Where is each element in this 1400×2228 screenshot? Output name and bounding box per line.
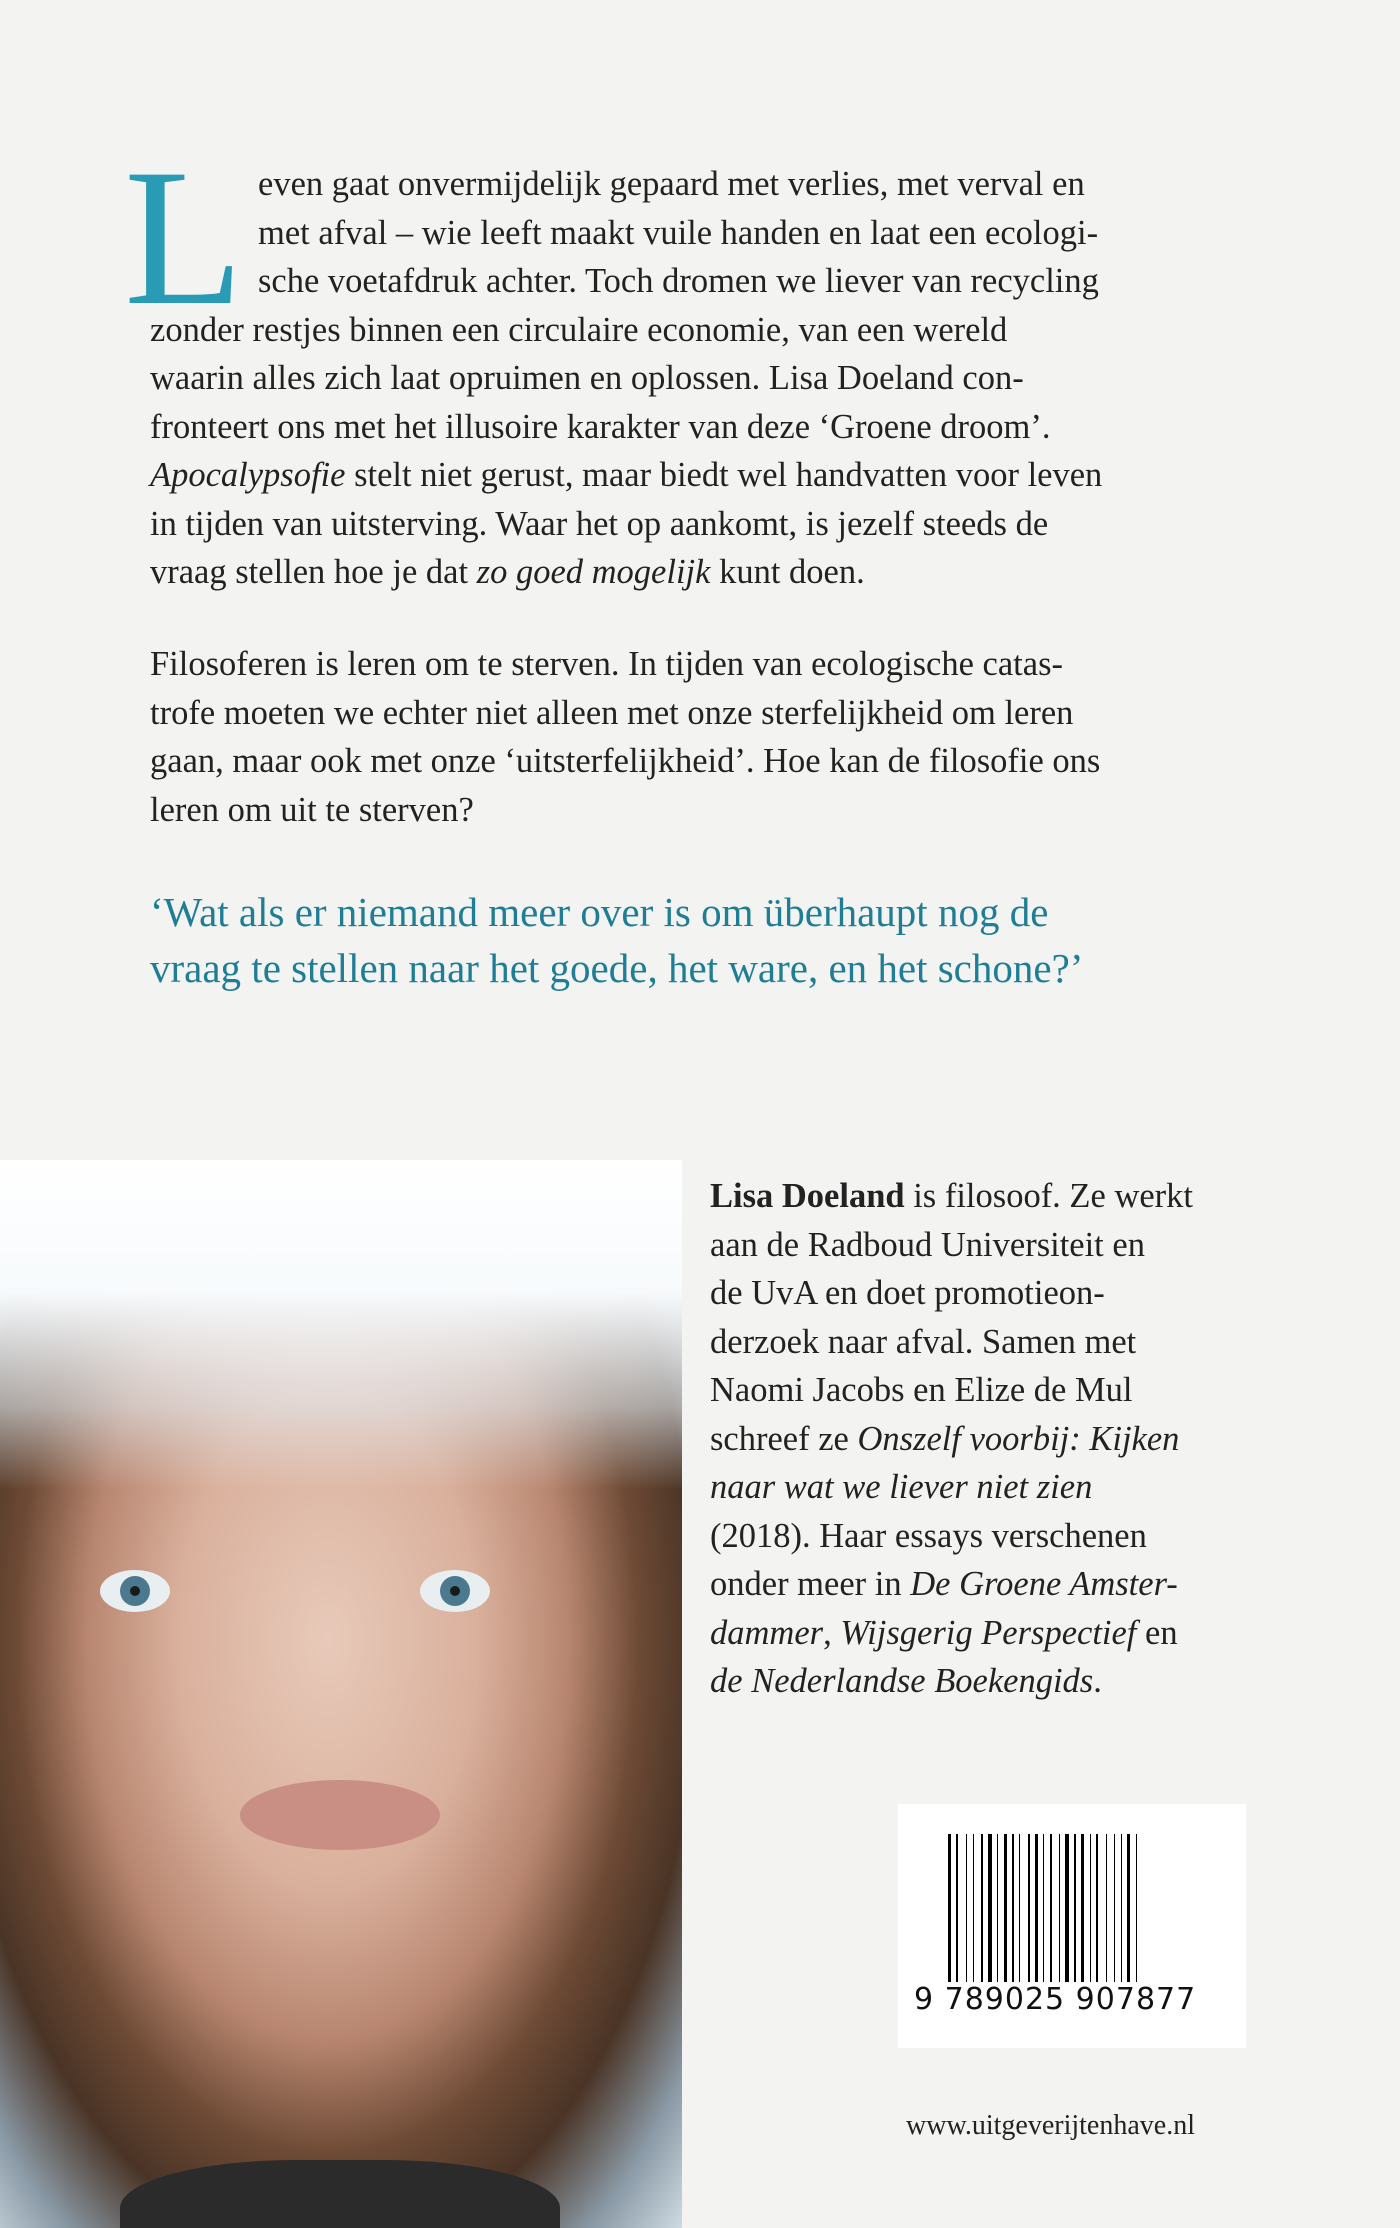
intro-line: sche voetafdruk achter. Toch dromen we liever van recycling bbox=[258, 262, 1099, 300]
paragraph-line: trofe moeten we echter niet alleen met onze sterfelijkheid om leren bbox=[150, 693, 1074, 732]
bio-text: is filosoof. Ze werkt bbox=[904, 1177, 1193, 1215]
barcode-bar bbox=[1059, 1834, 1060, 1982]
bio-text: schreef ze bbox=[710, 1419, 858, 1458]
barcode-bar bbox=[994, 1834, 995, 1982]
barcode-bar bbox=[1100, 1834, 1104, 1982]
barcode-bar bbox=[1004, 1834, 1007, 1982]
drop-cap: L bbox=[124, 129, 244, 346]
quote-line: ‘Wat als er niemand meer over is om überhaupt nog de bbox=[150, 889, 1049, 935]
barcode-bar bbox=[1009, 1834, 1010, 1982]
barcode-bar bbox=[1050, 1834, 1052, 1982]
barcode-bar bbox=[1106, 1834, 1107, 1982]
bio-text: en bbox=[1136, 1613, 1178, 1652]
barcode-bar bbox=[1136, 1834, 1137, 1982]
barcode-bar bbox=[1127, 1834, 1130, 1982]
intro-line bbox=[150, 548, 1400, 597]
barcode-bar bbox=[1114, 1834, 1115, 1982]
right-eye bbox=[420, 1570, 490, 1612]
intro-line: in tijden van uitsterving. Waar het op aankomt, is jezelf steeds de bbox=[150, 504, 1049, 543]
intro-line: met afval – wie leeft maakt vuile handen en laat een ecologi- bbox=[258, 213, 1099, 252]
barcode-bar bbox=[1117, 1834, 1119, 1982]
bio-line bbox=[710, 1172, 1270, 1221]
isbn-number: 9 789025 907877 bbox=[914, 1982, 1197, 2017]
barcode-bar bbox=[1000, 1834, 1002, 1982]
paragraph-line: leren om uit te sterven? bbox=[150, 790, 474, 829]
barcode-bar bbox=[1132, 1834, 1134, 1982]
barcode-bar bbox=[1074, 1834, 1076, 1982]
book-title-italic: Apocalypsofie bbox=[150, 456, 346, 494]
barcode-bar bbox=[1054, 1834, 1057, 1982]
bio-line: Naomi Jacobs en Elize de Mul bbox=[710, 1371, 1133, 1409]
bio-text: onder meer in bbox=[710, 1565, 911, 1603]
barcode-bar bbox=[1046, 1834, 1048, 1982]
intro-line bbox=[150, 451, 1400, 500]
barcode-bar bbox=[988, 1834, 992, 1982]
barcode-bar bbox=[1093, 1834, 1094, 1982]
barcode-bar bbox=[969, 1834, 971, 1982]
barcode-bar bbox=[1062, 1834, 1063, 1982]
bio-line: aan de Radboud Universiteit en bbox=[710, 1225, 1145, 1264]
barcode-bar bbox=[981, 1834, 983, 1982]
intro-line: zonder restjes binnen een circulaire economie, van een wereld bbox=[150, 310, 1008, 349]
publisher-url: www.uitgeverijtenhave.nl bbox=[906, 2110, 1195, 2141]
barcode-bar bbox=[1078, 1834, 1079, 1982]
paragraph-line: Filosoferen is leren om te sterven. In tijden van ecologische catas- bbox=[150, 645, 1063, 683]
barcode-bar bbox=[1086, 1834, 1088, 1982]
barcode-bar bbox=[973, 1834, 974, 1982]
intro-line: fronteert ons met het illusoire karakter van deze ‘Groene droom’. bbox=[150, 407, 1051, 446]
barcode-bar bbox=[953, 1834, 954, 1982]
barcode-bar bbox=[948, 1834, 951, 1982]
barcode-bar bbox=[1035, 1834, 1038, 1982]
book-title-italic: naar wat we liever niet zien bbox=[710, 1468, 1093, 1506]
barcode-bar bbox=[1028, 1834, 1030, 1982]
bio-line: de UvA en doet promotieon- bbox=[710, 1274, 1105, 1312]
bio-line bbox=[710, 1609, 1270, 1658]
barcode-bar bbox=[1096, 1834, 1098, 1982]
barcode-bars bbox=[948, 1834, 1192, 1982]
barcode-bar bbox=[1109, 1834, 1112, 1982]
author-bio bbox=[710, 1172, 1270, 1706]
photo-highlight bbox=[0, 1160, 682, 1490]
barcode-bar bbox=[1016, 1834, 1017, 1982]
barcode-bar bbox=[1065, 1834, 1069, 1982]
barcode-bar bbox=[1019, 1834, 1020, 1982]
barcode-bar bbox=[1022, 1834, 1026, 1982]
intro-line: waarin alles zich laat opruimen en oplossen. Lisa Doeland con- bbox=[150, 359, 1024, 397]
emphasis-italic: zo goed mogelijk bbox=[476, 553, 711, 591]
shirt bbox=[120, 2160, 560, 2228]
bio-line bbox=[710, 1560, 1270, 1609]
barcode-bar bbox=[1071, 1834, 1072, 1982]
intro-text: stelt niet gerust, maar biedt wel handvatten voor leven bbox=[345, 456, 1103, 494]
bio-line: derzoek naar afval. Samen met bbox=[710, 1322, 1137, 1361]
second-paragraph bbox=[150, 640, 1250, 834]
bio-text: . bbox=[1093, 1662, 1102, 1700]
barcode-bar bbox=[976, 1834, 979, 1982]
bio-line bbox=[710, 1463, 1270, 1512]
intro-text: kunt doen. bbox=[710, 553, 865, 591]
barcode-bar bbox=[1121, 1834, 1122, 1982]
barcode-bar bbox=[997, 1834, 998, 1982]
intro-text: vraag stellen hoe je dat bbox=[150, 553, 477, 591]
paragraph-line: gaan, maar ook met onze ‘uitsterfelijkheid’. Hoe kan de filosofie ons bbox=[150, 742, 1101, 780]
left-eye bbox=[100, 1570, 170, 1612]
barcode-bar bbox=[1090, 1834, 1091, 1982]
bio-line bbox=[710, 1657, 1270, 1706]
barcode-bar bbox=[985, 1834, 986, 1982]
author-name: Lisa Doeland bbox=[710, 1177, 905, 1215]
barcode-bar bbox=[1139, 1834, 1141, 1982]
publication-italic: Wijsgerig Perspectief bbox=[840, 1613, 1137, 1652]
barcode-bar bbox=[1081, 1834, 1084, 1982]
author-photo bbox=[0, 1160, 682, 2228]
barcode-bar bbox=[956, 1834, 958, 1982]
barcode-bar bbox=[1032, 1834, 1033, 1982]
book-title-italic: Onszelf voorbij: Kijken bbox=[857, 1419, 1180, 1458]
quote-line: vraag te stellen naar het goede, het ware, en het schone?’ bbox=[150, 945, 1084, 991]
bio-line: (2018). Haar essays verschenen bbox=[710, 1516, 1147, 1555]
intro-line: even gaat onvermijdelijk gepaard met verlies, met verval en bbox=[258, 165, 1085, 203]
pull-quote bbox=[150, 884, 1310, 996]
barcode-bar bbox=[1043, 1834, 1044, 1982]
bio-text: , bbox=[823, 1613, 841, 1652]
barcode-bar bbox=[960, 1834, 964, 1982]
barcode-bar bbox=[1012, 1834, 1014, 1982]
publication-italic: de Nederlandse Boekengids bbox=[710, 1662, 1094, 1700]
lips bbox=[240, 1780, 440, 1850]
intro-paragraph bbox=[0, 160, 1400, 597]
bio-line bbox=[710, 1415, 1270, 1464]
barcode-bar bbox=[1040, 1834, 1041, 1982]
barcode-bar bbox=[966, 1834, 967, 1982]
barcode-bar bbox=[1124, 1834, 1125, 1982]
publication-italic: De Groene Amster- bbox=[910, 1565, 1178, 1603]
barcode bbox=[898, 1804, 1246, 2048]
publication-italic: dammer bbox=[710, 1613, 824, 1652]
